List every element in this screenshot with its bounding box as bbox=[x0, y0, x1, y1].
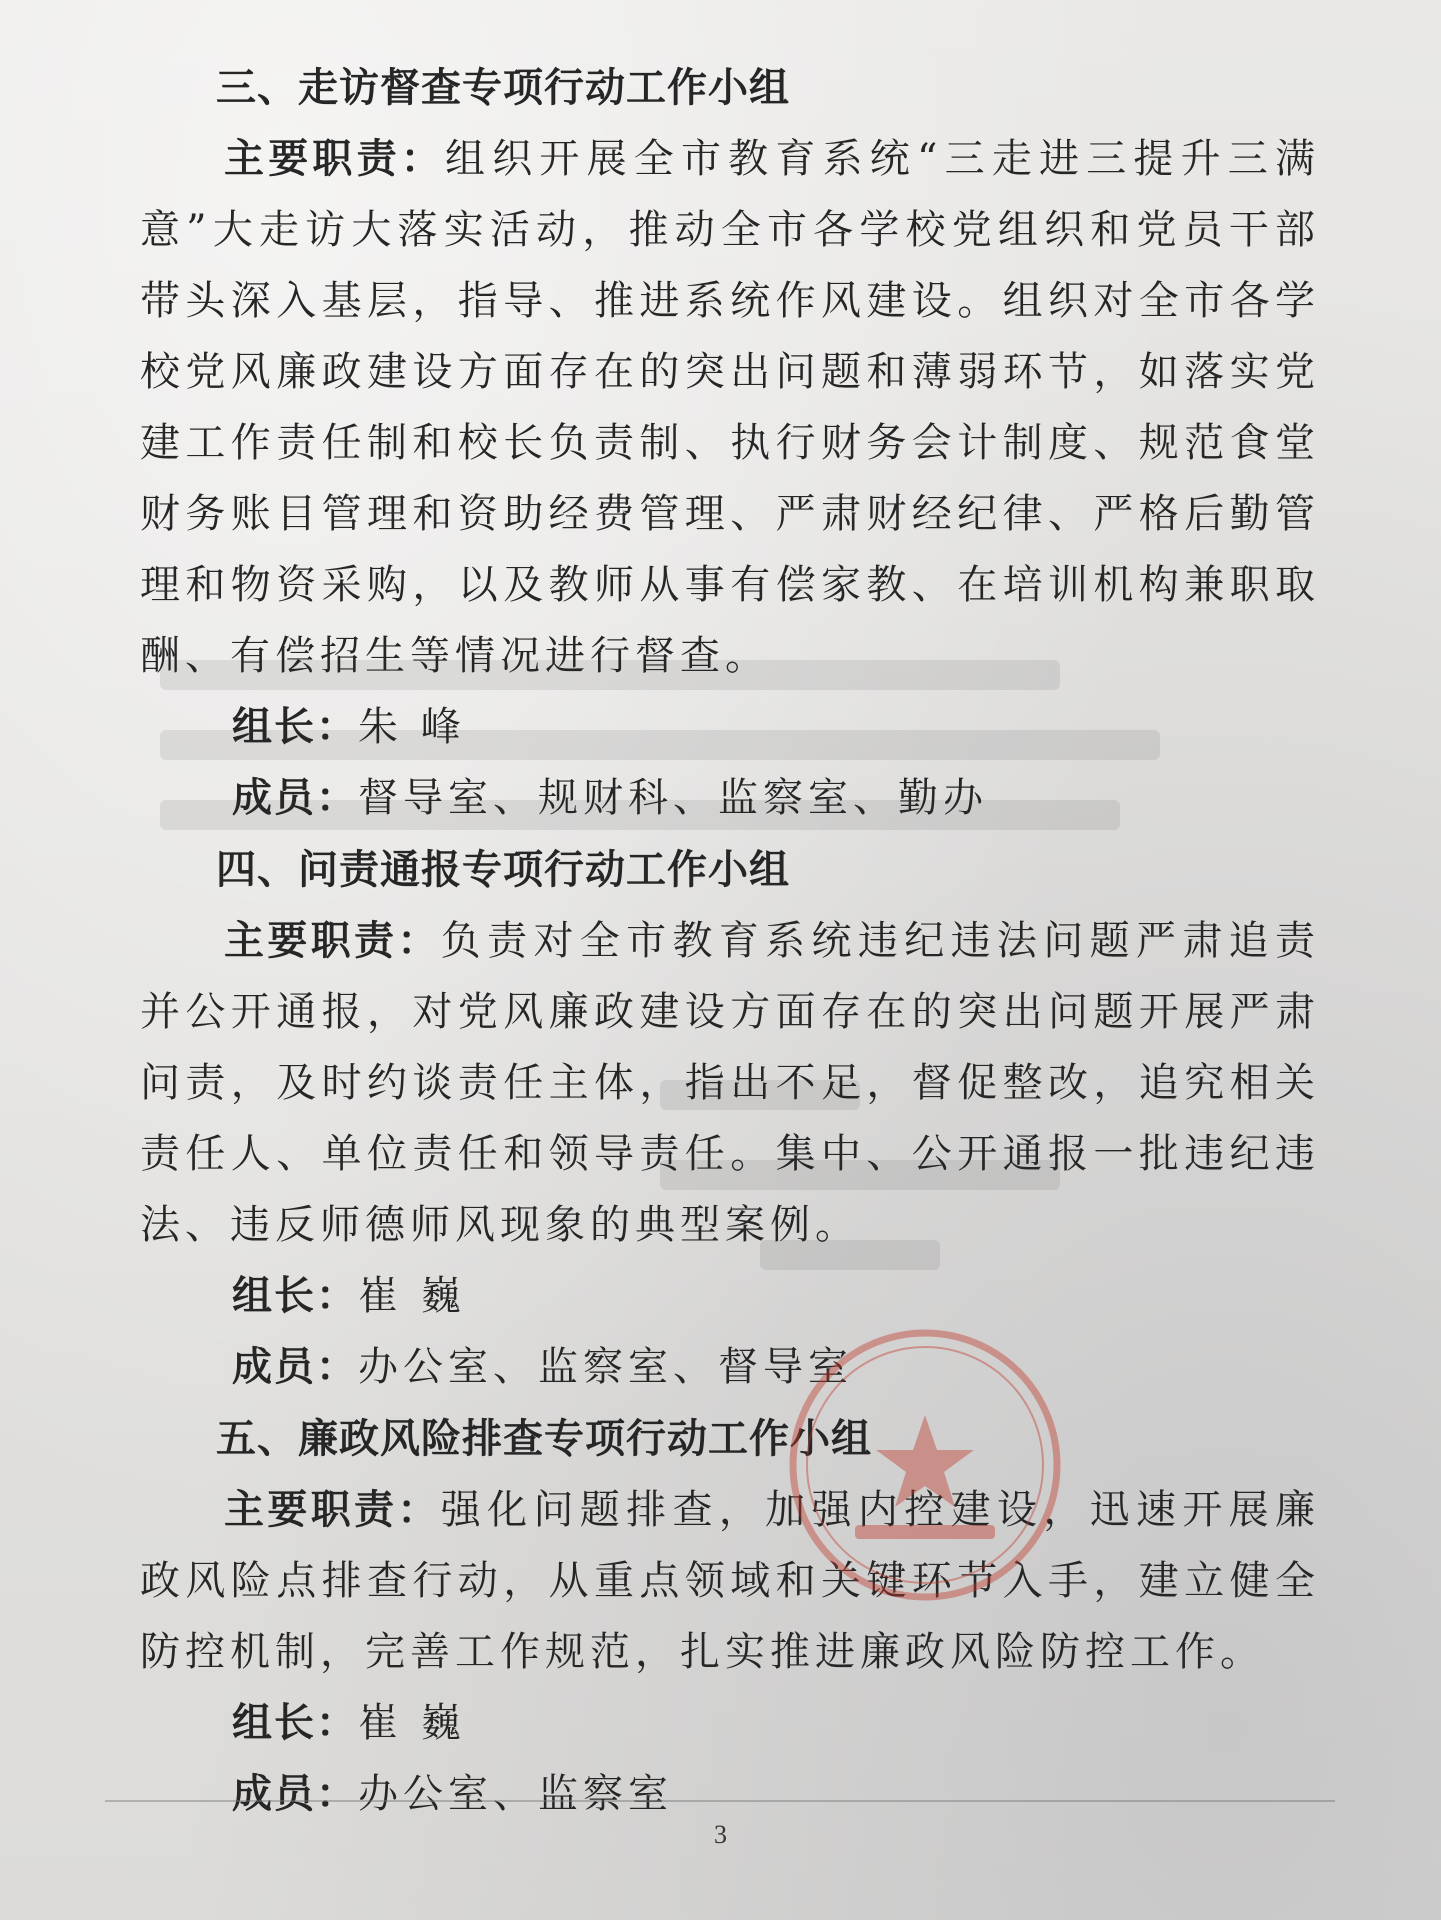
leader-label: 组长： bbox=[232, 1273, 358, 1319]
duty-text: 强化问题排查，加强内控建设，迅速开展廉政风险点排查行动，从重点领域和关键环节入手，建立健全防控机制，完善工作规范，扎实推进廉政风险防控工作。 bbox=[140, 1487, 1321, 1675]
duty-paragraph bbox=[140, 906, 1320, 1261]
duty-text: 组织开展全市教育系统“三走进三提升三满意”大走访大落实活动，推动全市各学校党组织和党员干部带头深入基层，指导、推进系统作风建设。组织对全市各学校党风廉政建设方面存在的突出问题和薄弱环节，如落实党建工作责任制和校长负责制、执行财务会计制度、规范食堂财务账目管理和资助经费管理、严肃财经纪律、严格后勤管理和物资采购，以及教师从事有偿家教、在培训机构兼职取酬、有偿招生等情况进行督查。 bbox=[140, 136, 1321, 679]
leader-name: 崔 巍 bbox=[358, 1273, 466, 1319]
duty-label: 主要职责： bbox=[224, 918, 441, 964]
duty-label: 主要职责： bbox=[224, 1487, 441, 1533]
section-heading: 四、问责通报专项行动工作小组 bbox=[216, 847, 790, 893]
duty-text: 负责对全市教育系统违纪违法问题严肃追责并公开通报，对党风廉政建设方面存在的突出问题开展严肃问责，及时约谈责任主体，指出不足，督促整改，追究相关责任人、单位责任和领导责任。集中、公开通报一批违纪违法、违反师德师风现象的典型案例。 bbox=[140, 918, 1321, 1248]
page-number: 3 bbox=[714, 1820, 727, 1849]
leader-name: 崔 巍 bbox=[358, 1700, 466, 1746]
section-heading: 三、走访督查专项行动工作小组 bbox=[216, 65, 790, 111]
official-seal-stamp bbox=[780, 1320, 1070, 1610]
members-list: 办公室、监察室、督导室 bbox=[358, 1344, 853, 1390]
members-label: 成员： bbox=[232, 1344, 358, 1390]
members-list: 办公室、监察室 bbox=[358, 1771, 673, 1817]
leader-row bbox=[140, 1688, 1320, 1759]
duty-label: 主要职责： bbox=[224, 136, 445, 182]
section-heading: 五、廉政风险排查专项行动工作小组 bbox=[216, 1416, 872, 1462]
section-accountability-group bbox=[140, 834, 1320, 1403]
footer-rule bbox=[105, 1800, 1335, 1802]
section-risk-check-group bbox=[140, 1403, 1320, 1830]
duty-paragraph bbox=[140, 124, 1320, 692]
leader-label: 组长： bbox=[232, 704, 358, 750]
members-label: 成员： bbox=[232, 775, 358, 821]
members-list: 督导室、规财科、监察室、勤办 bbox=[358, 775, 988, 821]
leader-name: 朱 峰 bbox=[358, 704, 466, 750]
duty-paragraph bbox=[140, 1475, 1320, 1688]
leader-row bbox=[140, 692, 1320, 763]
members-label: 成员： bbox=[232, 1771, 358, 1817]
document-body bbox=[140, 52, 1320, 1830]
section-inspection-group bbox=[140, 52, 1320, 834]
members-row bbox=[140, 1332, 1320, 1403]
members-row bbox=[140, 763, 1320, 834]
leader-label: 组长： bbox=[232, 1700, 358, 1746]
leader-row bbox=[140, 1261, 1320, 1332]
